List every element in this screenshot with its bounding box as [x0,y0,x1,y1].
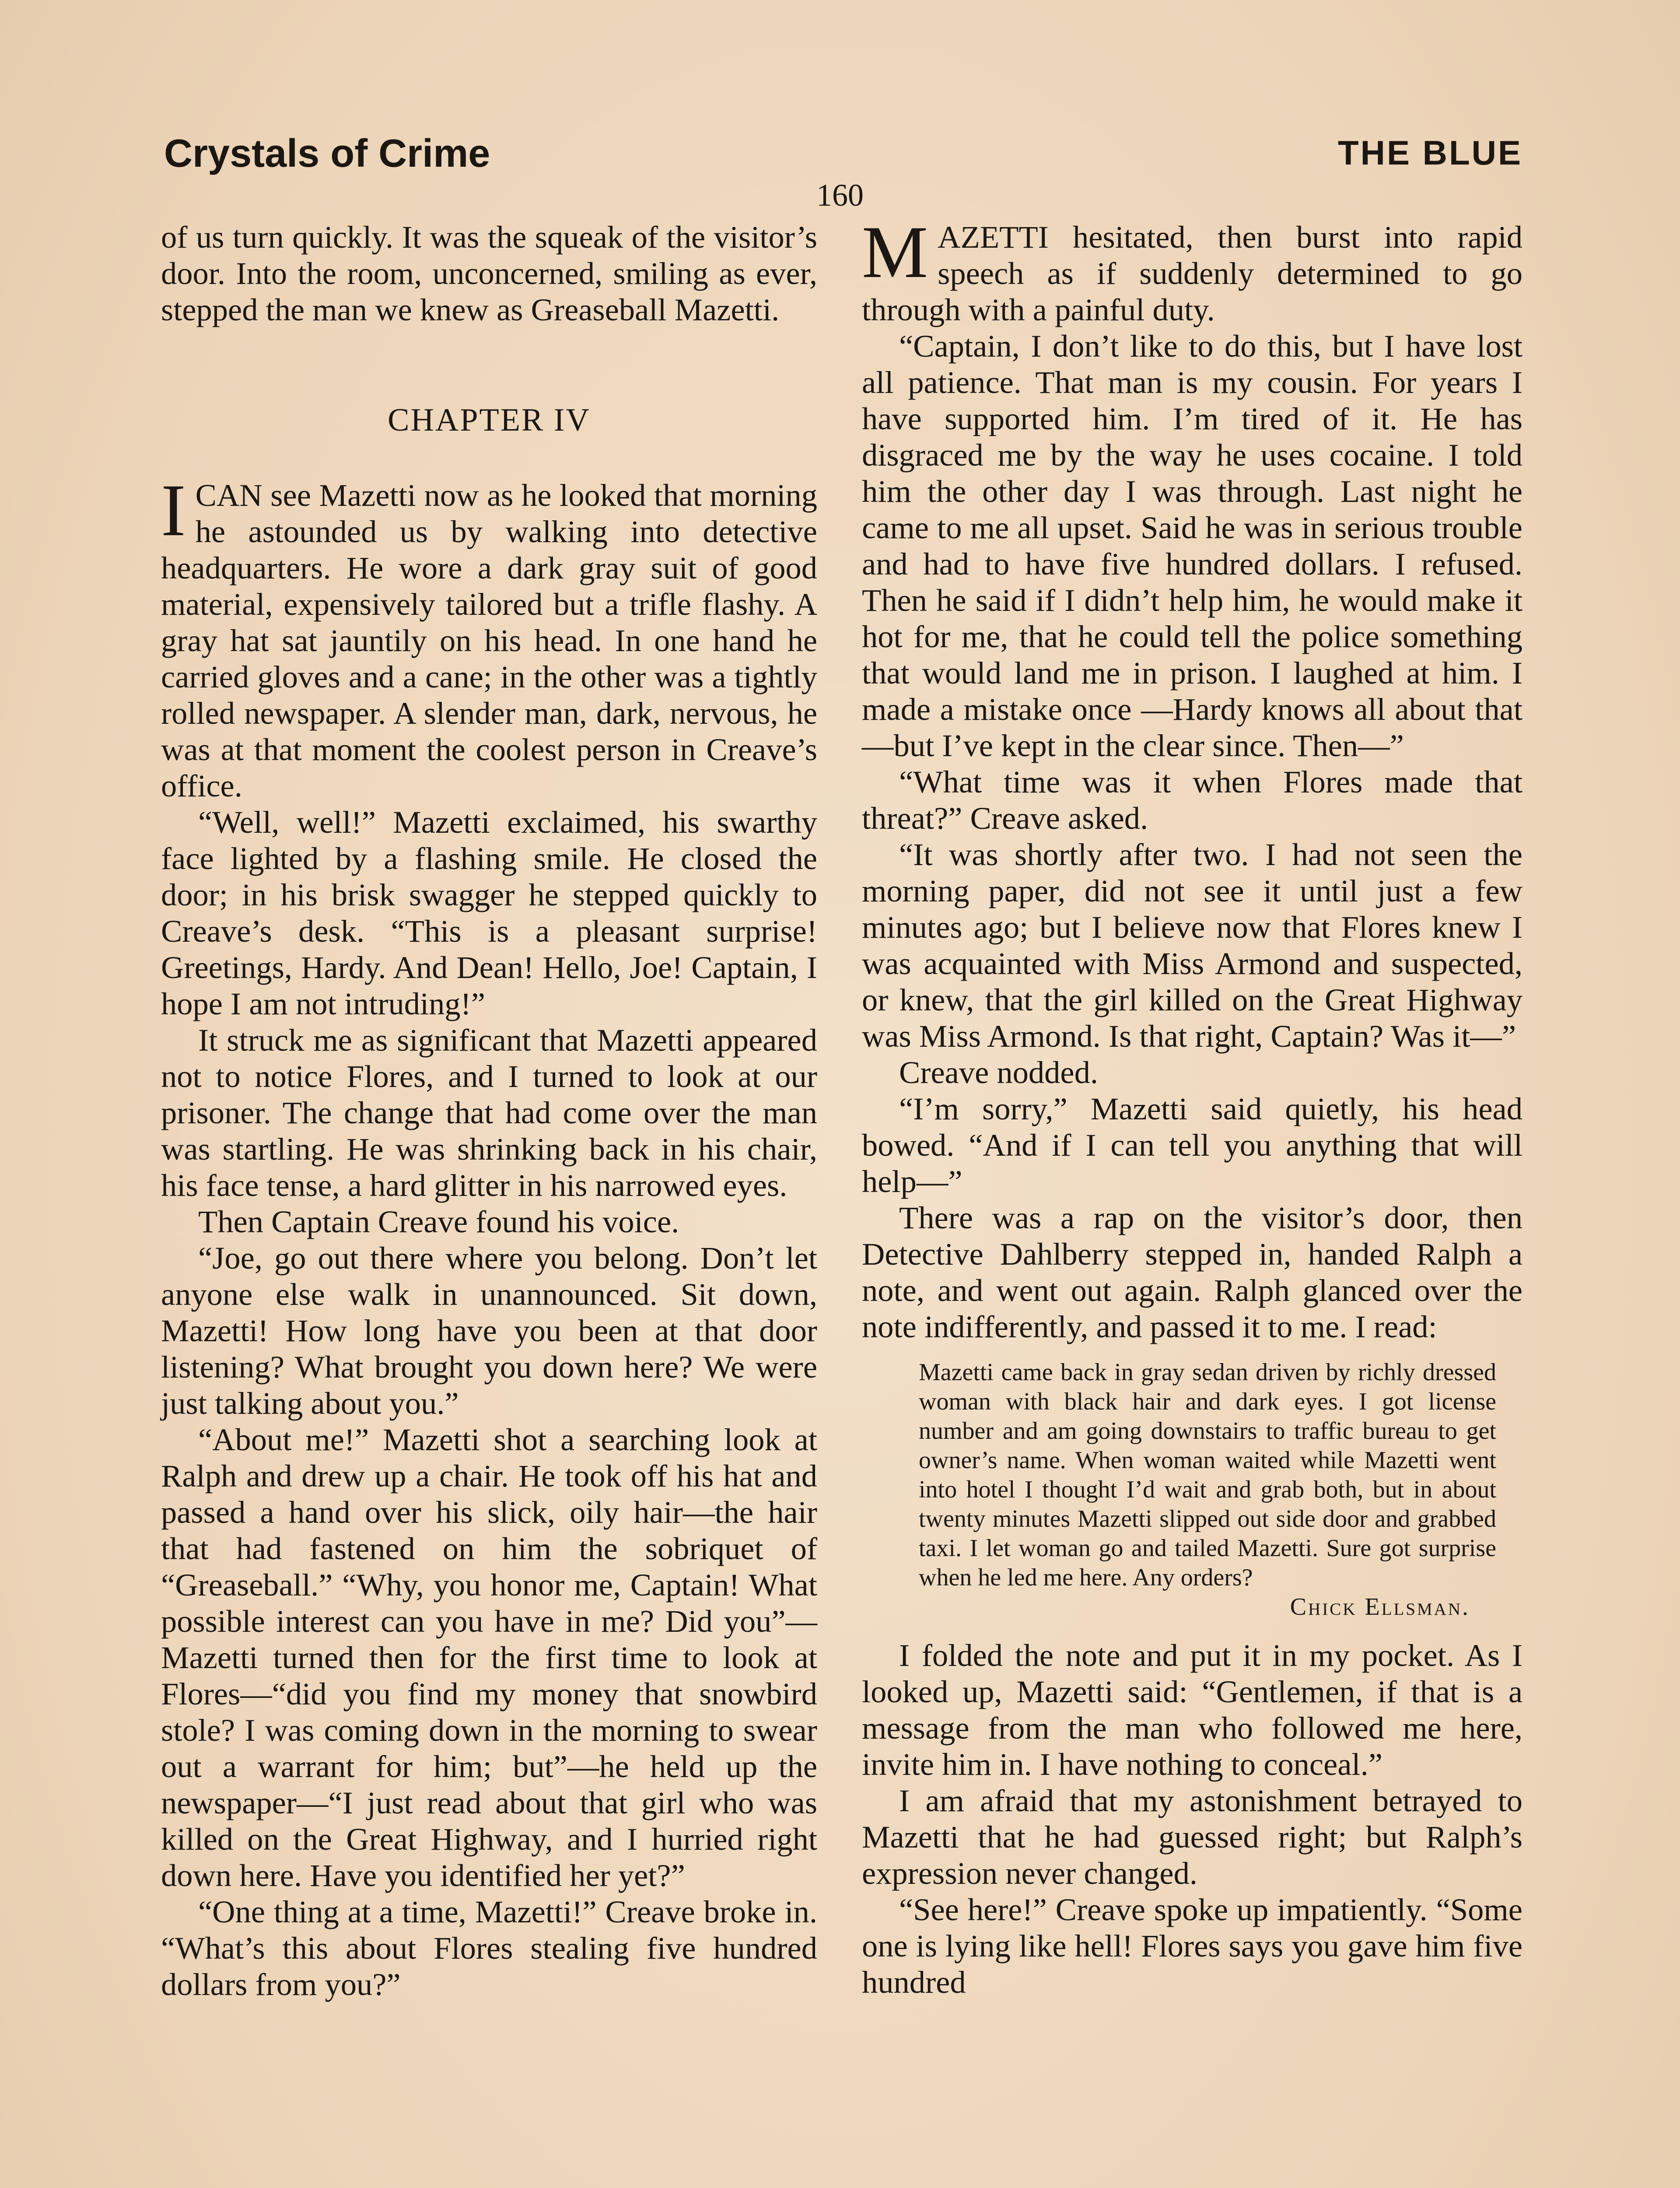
note-text: Mazetti came back in gray sedan driven by richly dressed woman with black hair and dark eyes. I got license number and am going downstairs to traffic bureau to get owner’s name. When woman waited while Mazetti went into hotel I thought I’d wait and grab both, but in about twenty minutes Mazetti slipped out side door and grabbed taxi. I let woman go and tailed Mazetti. Sure got surprise when he led me here. Any orders? [919,1359,1496,1591]
paragraph: of us turn quickly. It was the squeak of the visitor’s door. Into the room, unconcerned, smiling as ever, stepped the man we knew as Greaseball Mazetti. [161,219,817,327]
paragraph: There was a rap on the visitor’s door, then Detective Dahlberry stepped in, handed Ralph a note, and went out again. Ralph glanced over the note indifferently, and passed it to me. I read: [862,1200,1522,1344]
paragraph: It struck me as significant that Mazetti appeared not to notice Flores, and I turned to look at our prisoner. The change that had come over the man was startling. He was shrinking back in his chair, his face tense, a hard glitter in his narrowed eyes. [161,1022,817,1203]
paragraph: “Joe, go out there where you belong. Don’t let anyone else walk in unannounced. Sit down, Mazetti! How long have you been at that door listening? What brought you down here? We were just talking about you.” [161,1240,817,1421]
paragraph: I am afraid that my astonishment betrayed to Mazetti that he had guessed right; but Ralph’s expression never changed. [862,1783,1522,1891]
running-title-left: Crystals of Crime [164,132,490,175]
paragraph-text: AZETTI hesitated, then burst into rapid speech as if suddenly determined to go through with a painful duty. [862,219,1522,327]
page-header [164,131,1522,179]
paragraph: “See here!” Creave spoke up impatiently. “Some one is lying like hell! Flores says you gave him five hundred [862,1892,1522,2000]
page-number: 160 [816,178,864,213]
paragraph: Creave nodded. [899,1055,1098,1090]
chapter-heading: CHAPTER IV [388,402,591,438]
paragraph-with-dropcap [161,469,817,804]
paragraph-text: CAN see Mazetti now as he looked that morning he astounded us by walking into detective headquarters. He wore a dark gray suit of good material, expensively tailored but a trifle flashy. A gray hat sat jauntily on his head. In one hand he carried gloves and a cane; in the other was a tightly rolled newspaper. A slender man, dark, nervous, he was at that moment the coolest person in Creave’s office. [161,477,817,803]
right-column [862,211,1522,2000]
paragraph-with-dropcap [862,211,1522,328]
note-signature: Chick Ellsman. [1290,1593,1470,1620]
paragraph: “Captain, I don’t like to do this, but I have lost all patience. That man is my cousin. For years I have supported him. I’m tired of it. He has disgraced me by the way he uses cocaine. I told him the other day I was through. Last night he came to me all upset. Said he was in serious trouble and had to have five hundred dollars. I refused. Then he said if I didn’t help him, he would make it hot for me, that he could tell the police something that would land me in prison. I laughed at him. I made a mistake once —Hardy knows all about that—but I’ve kept in the clear since. Then—” [862,328,1522,763]
paragraph: Then Captain Creave found his voice. [198,1204,679,1239]
drop-cap: M [862,211,928,293]
paragraph: “I’m sorry,” Mazetti said quietly, his head bowed. “And if I can tell you anything that will help—” [862,1091,1522,1199]
paragraph: I folded the note and put it in my pocket. As I looked up, Mazetti said: “Gentlemen, if that is a message from the man who followed me here, invite him in. I have nothing to conceal.” [862,1637,1522,1782]
paragraph: “Well, well!” Mazetti exclaimed, his swarthy face lighted by a flashing smile. He closed the door; in his brisk swagger he stepped quickly to Creave’s desk. “This is a pleasant surprise! Greetings, Hardy. And Dean! Hello, Joe! Captain, I hope I am not intruding!” [161,804,817,1021]
paragraph: “One thing at a time, Mazetti!” Creave broke in. “What’s this about Flores stealing five hundred dollars from you?” [161,1894,817,2002]
paragraph: “It was shortly after two. I had not seen the morning paper, did not see it until just a few minutes ago; but I believe now that Flores knew I was acquainted with Miss Armond and suspected, or knew, that the girl killed on the Great Highway was Miss Armond. Is that right, Captain? Was it—” [862,837,1522,1054]
paragraph: “What time was it when Flores made that threat?” Creave asked. [862,764,1522,836]
left-column [161,219,817,2002]
drop-cap: I [161,469,186,551]
paragraph: “About me!” Mazetti shot a searching look at Ralph and drew up a chair. He took off his hat and passed a hand over his slick, oily hair—the hair that had fastened on him the sobriquet of “Greaseball.” “Why, you honor me, Captain! What possible interest can you have in me? Did you”—Mazetti turned then for the first time to look at Flores—“did you find my money that snowbird stole? I was coming down in the morning to swear out a warrant for him; but”—he held up the newspaper—“I just read about that girl who was killed on the Great Highway, and I hurried right down here. Have you identified her yet?” [161,1422,817,1893]
quoted-note [919,1358,1496,1622]
running-title-right: THE BLUE [1338,133,1522,172]
